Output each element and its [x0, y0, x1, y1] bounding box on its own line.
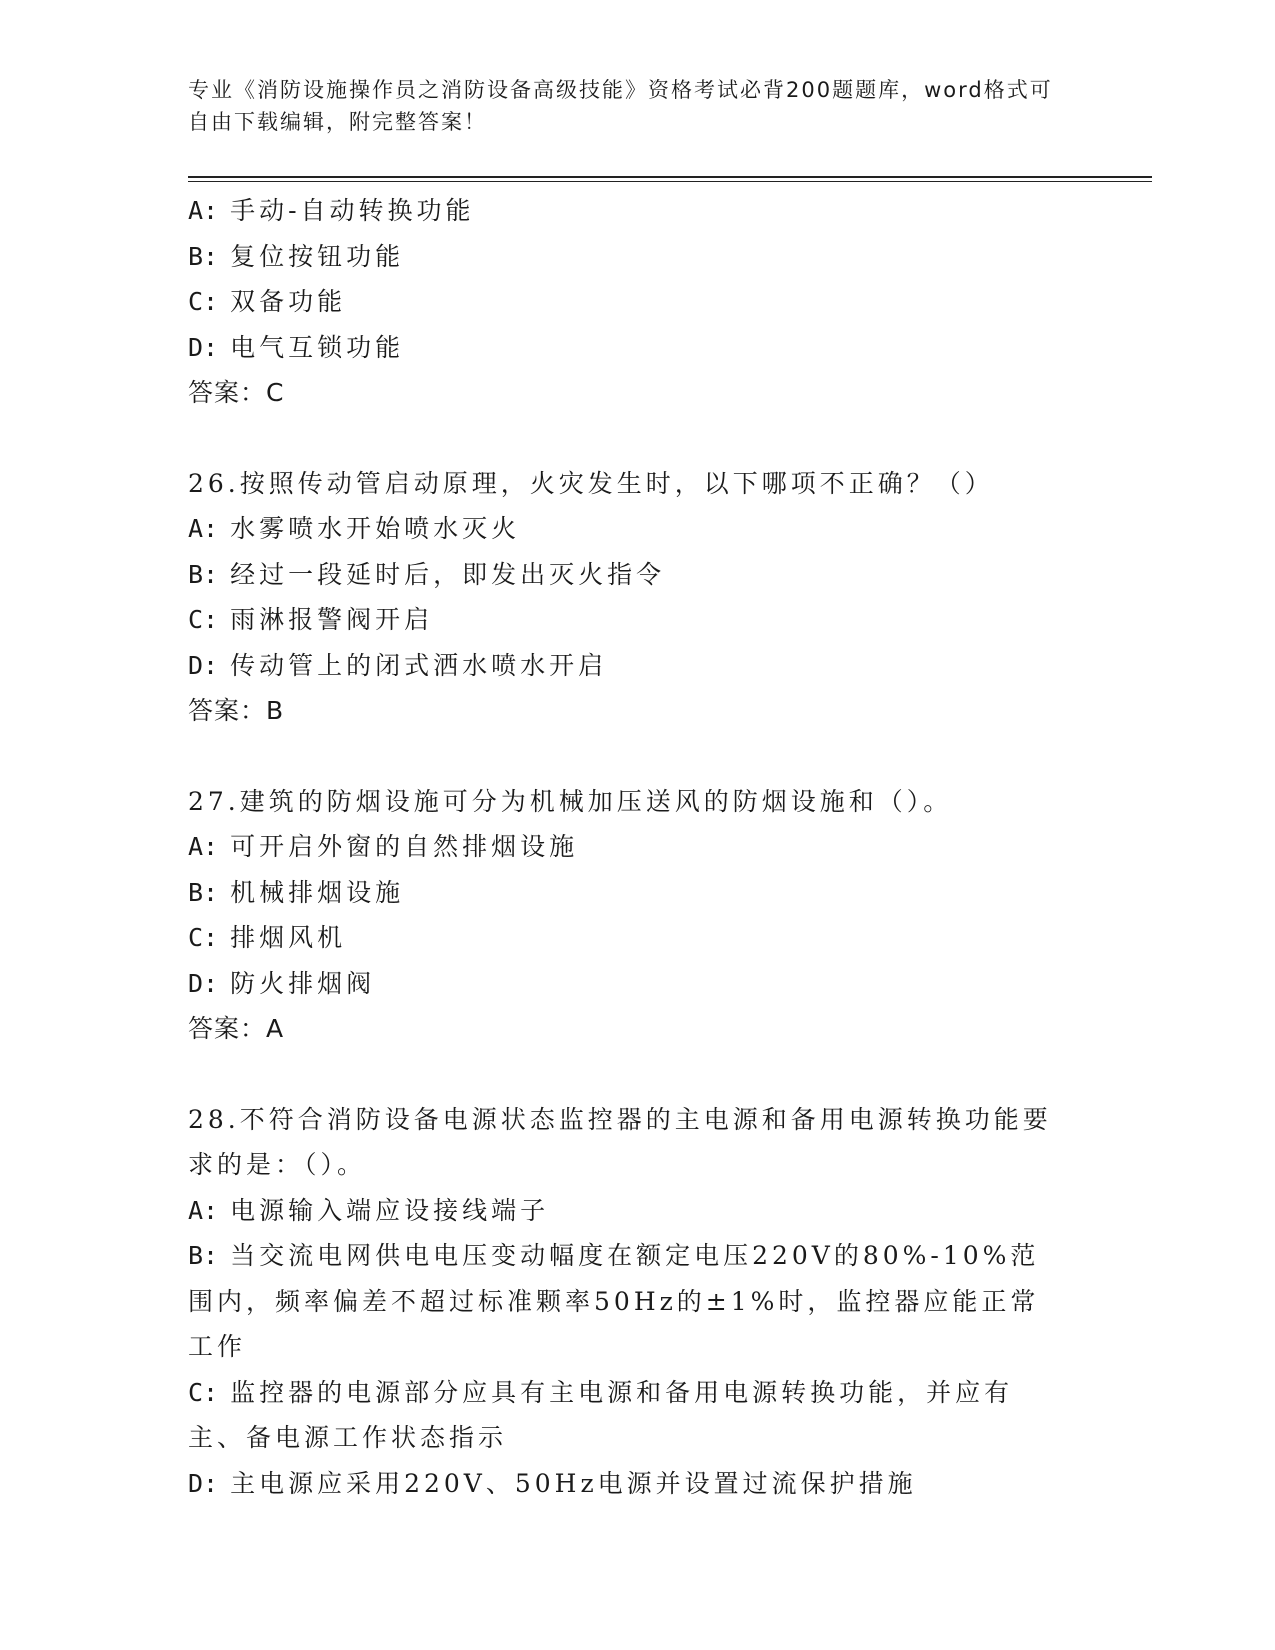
option-a [188, 824, 1088, 870]
option-label: D: [188, 968, 219, 998]
option-text: 监控器的电源部分应具有主电源和备用电源转换功能，并应有主、备电源工作状态指示 [188, 1377, 1014, 1452]
option-label: B: [188, 559, 219, 589]
option-b [188, 552, 1088, 598]
option-text: 经过一段延时后，即发出灭火指令 [230, 559, 666, 589]
option-label: C: [188, 1377, 219, 1407]
question-26 [188, 461, 1088, 734]
option-label: D: [188, 650, 219, 680]
option-text: 机械排烟设施 [230, 877, 405, 907]
option-text: 可开启外窗的自然排烟设施 [230, 832, 579, 861]
option-text: 手动-自动转换功能 [230, 196, 475, 225]
question-25 [188, 188, 1088, 416]
option-a [188, 1188, 1088, 1234]
option-label: C: [188, 605, 219, 634]
option-text: 复位按钮功能 [230, 241, 405, 271]
option-label: A: [188, 196, 219, 225]
answer-line: 答案：B [188, 696, 285, 725]
option-label: D: [188, 1468, 219, 1498]
option-text: 主电源应采用220V、50Hz电源并设置过流保护措施 [230, 1468, 917, 1498]
option-label: B: [188, 1241, 219, 1270]
option-text: 传动管上的闭式洒水喷水开启 [230, 650, 608, 680]
header-intro-text: 专业《消防设施操作员之消防设备高级技能》资格考试必背200题题库，word格式可自由下载编辑，附完整答案！ [188, 78, 1053, 134]
option-c [188, 915, 1088, 961]
option-text: 水雾喷水开始喷水灭火 [230, 514, 521, 543]
option-b [188, 234, 1088, 280]
header-divider-thick [188, 176, 1152, 178]
option-label: B: [188, 241, 219, 271]
option-a [188, 506, 1088, 552]
option-text: 雨淋报警阀开启 [230, 605, 434, 634]
option-d [188, 961, 1088, 1007]
option-b [188, 1233, 1068, 1370]
option-label: C: [188, 923, 219, 952]
option-d [188, 325, 1088, 371]
option-b [188, 870, 1088, 916]
option-d [188, 1461, 1088, 1507]
option-c [188, 597, 1088, 643]
option-label: A: [188, 832, 219, 861]
option-text: 电源输入端应设接线端子 [230, 1195, 550, 1225]
option-label: B: [188, 877, 219, 907]
option-text: 排烟风机 [230, 923, 347, 952]
option-label: A: [188, 514, 219, 543]
question-27 [188, 779, 1088, 1052]
question-text: 27.建筑的防烟设施可分为机械加压送风的防烟设施和（）。 [188, 786, 953, 816]
option-text: 防火排烟阀 [230, 968, 376, 998]
option-label: A: [188, 1195, 219, 1225]
header-divider-thin [188, 181, 1152, 182]
option-label: D: [188, 332, 219, 362]
document-header [188, 74, 1068, 138]
document-body [188, 188, 1088, 1506]
option-text: 当交流电网供电电压变动幅度在额定电压220V的80%-10%范围内，频率偏差不超过标准颗率50Hz的±1%时，监控器应能正常工作 [188, 1241, 1040, 1361]
option-c [188, 1370, 1068, 1461]
question-text: 28.不符合消防设备电源状态监控器的主电源和备用电源转换功能要求的是：（）。 [188, 1104, 1052, 1179]
option-a [188, 188, 1088, 234]
option-text: 双备功能 [230, 287, 347, 316]
option-c [188, 279, 1088, 325]
option-text: 电气互锁功能 [230, 332, 405, 362]
answer-line: 答案：C [188, 378, 285, 407]
option-d [188, 643, 1088, 689]
question-text: 26.按照传动管启动原理，火灾发生时，以下哪项不正确？（） [188, 468, 994, 498]
option-label: C: [188, 287, 219, 316]
question-28 [188, 1097, 1088, 1507]
answer-line: 答案：A [188, 1014, 285, 1043]
